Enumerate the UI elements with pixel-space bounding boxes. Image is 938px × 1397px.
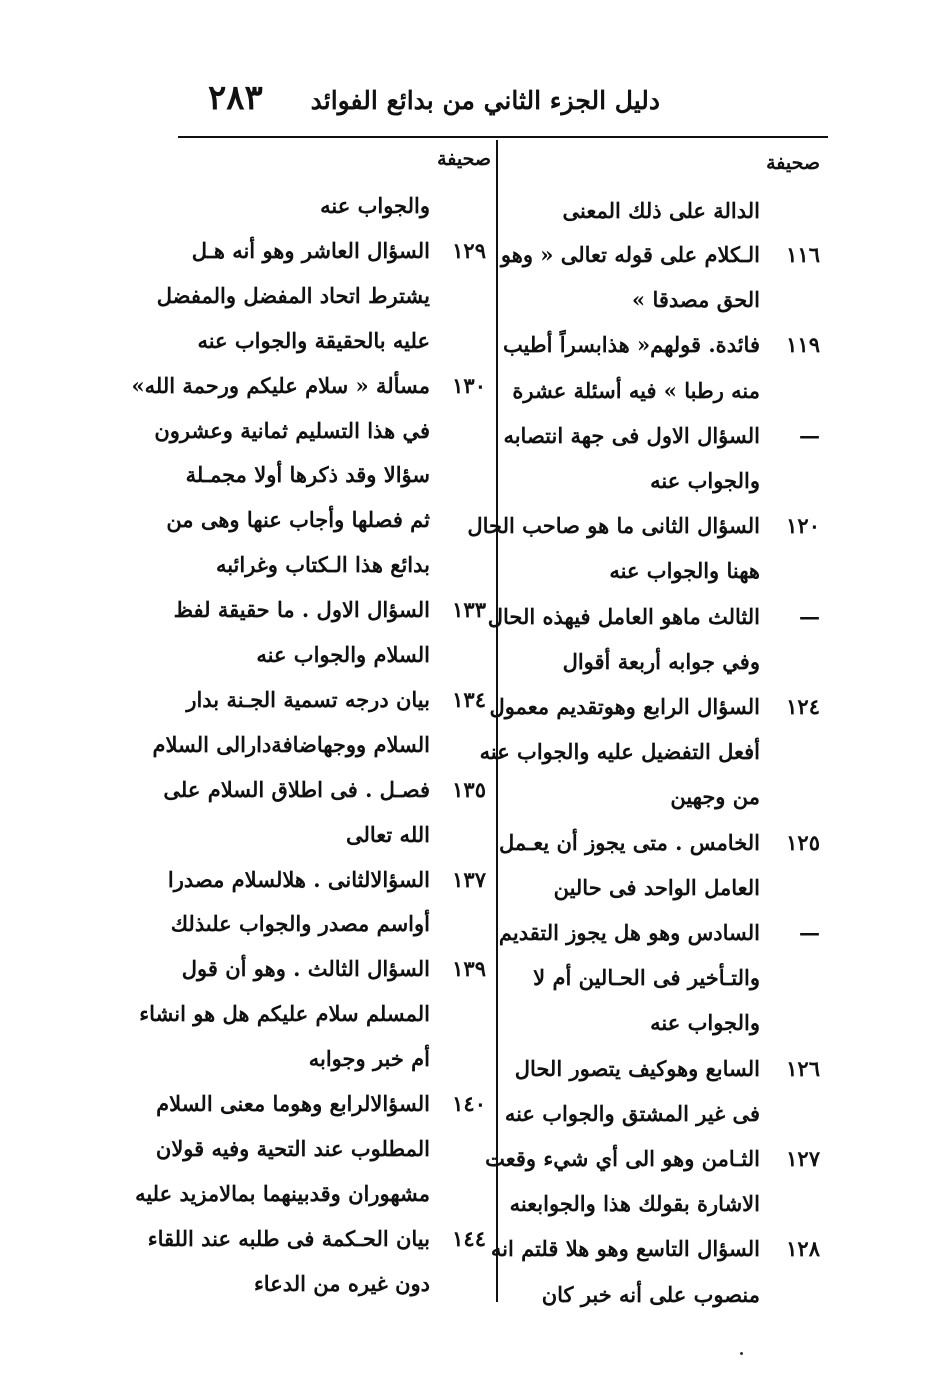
entry-line: السابع وهوكيف يتصور الحال bbox=[514, 1055, 760, 1081]
entry-line: بدائع هذا الـكتاب وغرائبه bbox=[215, 552, 430, 578]
entry-line: فى غير المشتق والجواب عنه bbox=[504, 1100, 760, 1126]
entry-line: السؤال العاشر وهو أنه هـل bbox=[191, 238, 430, 263]
entry-line: أفعل التفضيل عليه والجواب عنه bbox=[479, 739, 760, 765]
entry-line: أم خبر وجوابه bbox=[308, 1046, 430, 1072]
entry-line: السادس وهو هل يجوز التقديم bbox=[498, 920, 760, 945]
entry-line: السؤال الاول فى جهة انتصابه bbox=[503, 422, 760, 448]
entry-line: والجواب عنه bbox=[320, 193, 430, 218]
entry-page-number: ١٢٨ bbox=[786, 1236, 820, 1262]
entry-page-number: — bbox=[799, 920, 820, 945]
entry-page-number: ١٢٩ bbox=[452, 238, 486, 263]
stray-mark bbox=[740, 1352, 743, 1355]
entry-line: في هذا التسليم ثمانية وعشرون bbox=[154, 417, 430, 443]
entry-line: السؤالالرابع وهوما معنى السلام bbox=[156, 1091, 430, 1117]
page-title: دليل الجزء الثاني من بدائع الفوائد bbox=[310, 86, 660, 115]
entry-line: ههنا والجواب عنه bbox=[609, 558, 760, 584]
entry-line: منه رطبا » فيه أسئلة عشرة bbox=[512, 377, 760, 403]
entry-line: الثالث ماهو العامل فيهذه الحال bbox=[487, 603, 760, 629]
entry-line: بيان درجه تسمية الجـنة بدار bbox=[186, 687, 430, 712]
entry-page-number: ١٣٩ bbox=[452, 956, 486, 982]
entry-page-number: ١٣٠ bbox=[452, 372, 486, 398]
entry-page-number: ١٣٧ bbox=[452, 866, 486, 892]
entry-page-number: ١١٦ bbox=[786, 242, 820, 267]
right-column-label: صحيفة bbox=[766, 152, 820, 174]
entry-line: المسلم سلام عليكم هل هو انشاء bbox=[139, 1001, 430, 1027]
entry-page-number: ١٤٤ bbox=[452, 1225, 486, 1251]
entry-line: السؤال الاول . ما حقيقة لفظ bbox=[173, 597, 430, 623]
entry-line: الثـامن وهو الى أي شيء وقعت bbox=[485, 1146, 760, 1171]
entry-line: وفي جوابه أربعة أقوال bbox=[562, 648, 760, 674]
page-header bbox=[178, 78, 828, 132]
entry-line: بيان الحـكمة فى طلبه عند اللقاء bbox=[147, 1225, 430, 1251]
entry-line: أواسم مصدر والجواب علىذلك bbox=[170, 911, 430, 937]
entry-page-number: ١٣٤ bbox=[452, 687, 486, 712]
entry-line: الله تعالى bbox=[345, 821, 430, 847]
entry-line: السؤال التاسع وهو هلا قلتم انه bbox=[490, 1236, 760, 1262]
left-column-label: صحيفة bbox=[437, 148, 491, 170]
entry-line: فائدة. قولهم« هذابسراً أطيب bbox=[502, 332, 760, 358]
entry-line: سؤالا وقد ذكرها أولا مجمـلة bbox=[185, 462, 430, 488]
entry-line: يشترط اتحاد المفضل والمفضل bbox=[156, 282, 430, 308]
entry-line: السؤال الثانى ما هو صاحب الحال bbox=[467, 513, 760, 539]
entry-line: المطلوب عند التحية وفيه قولان bbox=[155, 1135, 430, 1161]
entry-line: منصوب على أنه خبر كان bbox=[541, 1281, 760, 1307]
page-number: ٢٨٣ bbox=[208, 78, 263, 118]
entry-line: السؤال الثالث . وهو أن قول bbox=[181, 956, 430, 982]
entry-line: فصـل . فى اطلاق السلام على bbox=[163, 776, 430, 802]
entry-line: مسألة « سلام عليكم ورحمة الله» bbox=[131, 372, 430, 398]
entry-line: ثم فصلها وأجاب عنها وهى من bbox=[166, 507, 430, 533]
entry-page-number: ١٤٠ bbox=[452, 1091, 486, 1117]
entry-line: السلام والجواب عنه bbox=[256, 642, 430, 668]
entry-line: والجواب عنه bbox=[650, 467, 760, 493]
entry-page-number: ١٢٠ bbox=[786, 513, 820, 539]
entry-page-number: ١٣٣ bbox=[452, 597, 486, 623]
entry-line: الخامس . متى يجوز أن يعـمل bbox=[499, 829, 760, 855]
entry-line: والجواب عنه bbox=[650, 1010, 760, 1036]
entry-page-number: ١٢٤ bbox=[786, 694, 820, 719]
entry-line: الـكلام على قوله تعالى « وهو bbox=[500, 242, 760, 267]
entry-line: السلام ووجهاضافةدارالى السلام bbox=[152, 731, 430, 757]
entry-page-number: — bbox=[799, 603, 820, 629]
column-divider bbox=[496, 140, 498, 1302]
entry-line: الاشارة بقولك هذا والجوابعنه bbox=[509, 1191, 760, 1217]
entry-page-number: — bbox=[799, 422, 820, 448]
entry-line: السؤالالثانى . هلالسلام مصدرا bbox=[167, 866, 430, 892]
entry-line: الدالة على ذلك المعنى bbox=[562, 198, 760, 223]
entry-page-number: ١٣٥ bbox=[452, 776, 486, 802]
entry-line: مشهوران وقدبينهما بمالامزيد عليه bbox=[135, 1180, 430, 1206]
entry-line: السؤال الرابع وهوتقديم معمول bbox=[489, 694, 760, 719]
entry-line: الحق مصدقا » bbox=[632, 287, 760, 313]
entry-line: والتـأخير فى الحـالين أم لا bbox=[533, 965, 760, 991]
entry-page-number: ١١٩ bbox=[786, 332, 820, 358]
entry-line: العامل الواحد فى حالين bbox=[553, 874, 760, 900]
entry-line: عليه بالحقيقة والجواب عنه bbox=[197, 327, 430, 353]
entry-page-number: ١٢٥ bbox=[786, 829, 820, 855]
entry-line: من وجهين bbox=[670, 784, 760, 810]
entry-line: دون غيره من الدعاء bbox=[253, 1270, 430, 1296]
header-rule bbox=[178, 136, 828, 138]
entry-page-number: ١٢٧ bbox=[786, 1146, 820, 1171]
entry-page-number: ١٢٦ bbox=[786, 1055, 820, 1081]
